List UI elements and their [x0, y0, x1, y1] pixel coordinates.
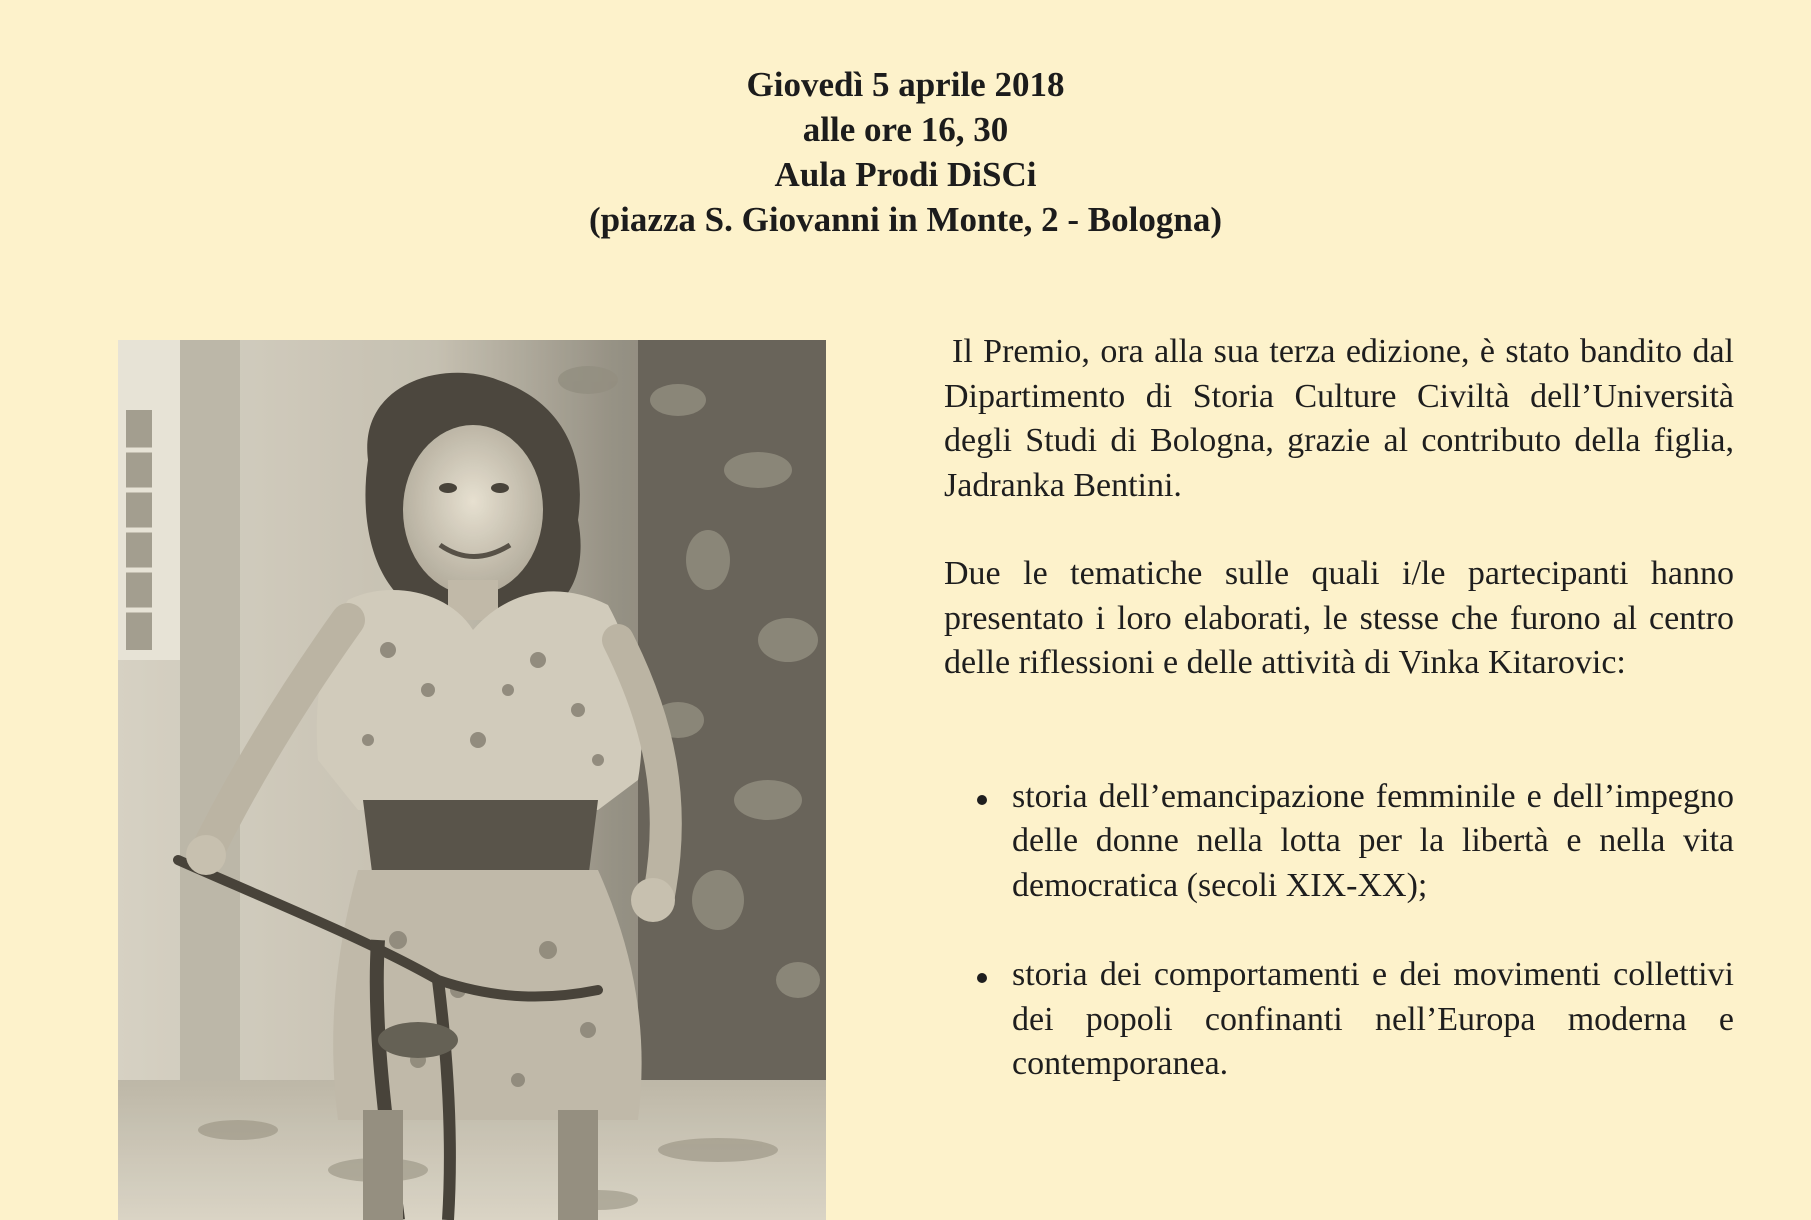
- event-date: Giovedì 5 aprile 2018: [746, 65, 1065, 104]
- vintage-photo: [118, 340, 826, 1220]
- topics-intro-paragraph: Due le tematiche sulle quali i/le partecipanti hanno presentato i loro elaborati, le stesse che furono al centro delle riflessioni e delle attività di Vinka Kitarovic:: [944, 555, 1734, 681]
- event-time: alle ore 16, 30: [802, 110, 1009, 149]
- event-venue: Aula Prodi DiSCi: [774, 155, 1037, 194]
- topics-list: [944, 775, 1734, 1087]
- list-item: [944, 953, 1734, 1087]
- topic-text: storia dell’emancipazione femminile e dell’impegno delle donne nella lotta per la libertà e nella vita democratica (secoli XIX-XX);: [1012, 777, 1734, 904]
- list-item: [944, 775, 1734, 909]
- event-address: (piazza S. Giovanni in Monte, 2 - Bologna): [589, 200, 1222, 239]
- bullet-icon: [977, 973, 987, 983]
- event-header: [0, 62, 1811, 242]
- bullet-icon: [977, 795, 987, 805]
- intro-paragraph: Il Premio, ora alla sua terza edizione, è stato bandito dal Dipartimento di Storia Culture Civiltà dell’Università degli Studi di Bologna, grazie al contributo della figlia, Jadranka Bentini.: [944, 333, 1734, 504]
- topic-text: storia dei comportamenti e dei movimenti collettivi dei popoli confinanti nell’Europa moderna e contemporanea.: [1012, 956, 1734, 1082]
- woman-on-bicycle-icon: [118, 340, 826, 1220]
- description-column: [944, 330, 1734, 1087]
